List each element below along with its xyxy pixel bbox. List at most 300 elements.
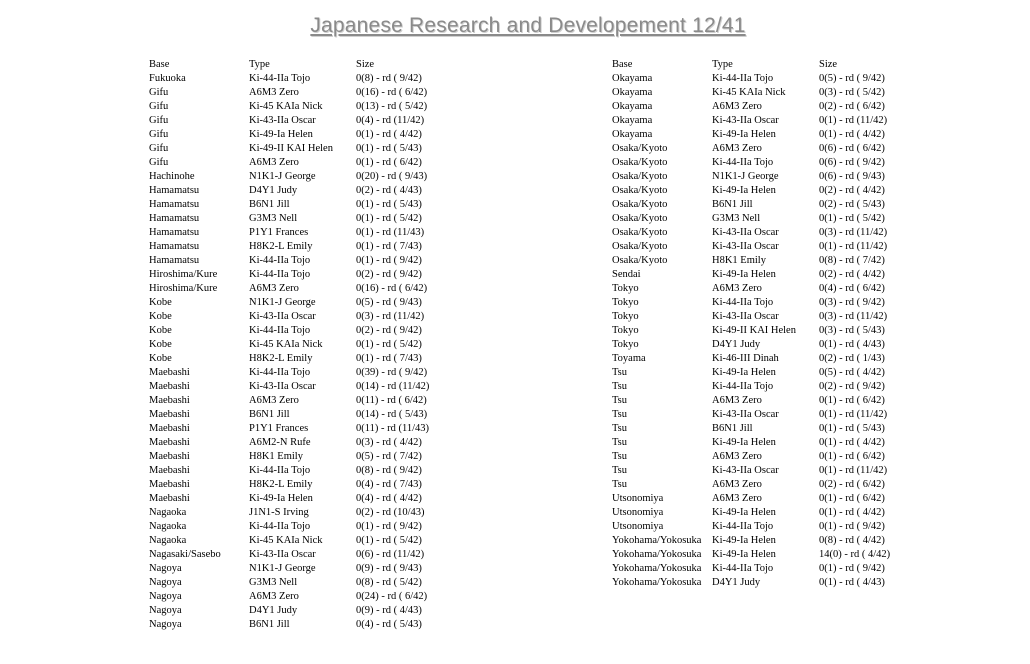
cell-type: Ki-43-IIa Oscar bbox=[712, 115, 779, 126]
cell-type: Ki-49-Ia Helen bbox=[712, 129, 776, 140]
cell-size: 0(1) - rd ( 9/42) bbox=[819, 563, 885, 574]
table-header-row bbox=[612, 58, 890, 72]
cell-size: 0(2) - rd ( 9/42) bbox=[356, 325, 422, 336]
cell-type: N1K1-J George bbox=[249, 171, 316, 182]
cell-base: Osaka/Kyoto bbox=[612, 213, 668, 224]
cell-size: 0(1) - rd ( 4/42) bbox=[356, 129, 422, 140]
cell-type: N1K1-J George bbox=[712, 171, 779, 182]
cell-size: 0(2) - rd (10/43) bbox=[356, 507, 425, 518]
cell-type: B6N1 Jill bbox=[712, 199, 753, 210]
cell-type: H8K1 Emily bbox=[712, 255, 766, 266]
header-type: Type bbox=[249, 59, 270, 70]
table-row bbox=[149, 324, 429, 338]
cell-type: Ki-43-IIa Oscar bbox=[712, 409, 779, 420]
cell-type: N1K1-J George bbox=[249, 297, 316, 308]
cell-base: Maebashi bbox=[149, 479, 190, 490]
table-row bbox=[149, 282, 429, 296]
cell-size: 0(1) - rd (11/42) bbox=[819, 465, 888, 476]
cell-base: Tokyo bbox=[612, 325, 639, 336]
cell-base: Hachinohe bbox=[149, 171, 195, 182]
cell-base: Tsu bbox=[612, 409, 628, 420]
cell-type: H8K2-L Emily bbox=[249, 353, 313, 364]
cell-type: A6M3 Zero bbox=[249, 157, 299, 168]
cell-size: 0(1) - rd ( 6/42) bbox=[356, 157, 422, 168]
cell-type: Ki-43-IIa Oscar bbox=[712, 227, 779, 238]
cell-base: Hamamatsu bbox=[149, 255, 200, 266]
cell-base: Hamamatsu bbox=[149, 241, 200, 252]
cell-type: B6N1 Jill bbox=[249, 409, 290, 420]
header-base: Base bbox=[149, 59, 170, 70]
table-row bbox=[612, 436, 890, 450]
cell-base: Osaka/Kyoto bbox=[612, 199, 668, 210]
cell-base: Osaka/Kyoto bbox=[612, 157, 668, 168]
cell-type: J1N1-S Irving bbox=[249, 507, 309, 518]
cell-type: G3M3 Nell bbox=[249, 577, 298, 588]
cell-type: A6M2-N Rufe bbox=[249, 437, 311, 448]
table-row bbox=[612, 506, 890, 520]
cell-base: Hiroshima/Kure bbox=[149, 283, 218, 294]
cell-base: Kobe bbox=[149, 325, 172, 336]
cell-base: Utsonomiya bbox=[612, 521, 664, 532]
cell-type: A6M3 Zero bbox=[712, 283, 762, 294]
table-row bbox=[149, 72, 429, 86]
cell-base: Hamamatsu bbox=[149, 213, 200, 224]
cell-size: 0(8) - rd ( 9/42) bbox=[356, 465, 422, 476]
cell-size: 0(1) - rd ( 5/43) bbox=[819, 423, 885, 434]
cell-size: 0(5) - rd ( 7/42) bbox=[356, 451, 422, 462]
table-row bbox=[612, 366, 890, 380]
table-row bbox=[149, 170, 429, 184]
cell-size: 0(1) - rd ( 9/42) bbox=[356, 255, 422, 266]
cell-size: 0(1) - rd ( 9/42) bbox=[356, 521, 422, 532]
table-row bbox=[149, 338, 429, 352]
cell-size: 0(4) - rd ( 6/42) bbox=[819, 283, 885, 294]
table-row bbox=[149, 366, 429, 380]
cell-base: Tokyo bbox=[612, 339, 639, 350]
cell-base: Nagaoka bbox=[149, 521, 187, 532]
cell-type: Ki-43-IIa Oscar bbox=[712, 465, 779, 476]
cell-type: Ki-44-IIa Tojo bbox=[712, 297, 774, 308]
cell-type: Ki-44-IIa Tojo bbox=[249, 367, 311, 378]
cell-base: Nagoya bbox=[149, 563, 182, 574]
table-row bbox=[612, 422, 890, 436]
table-row bbox=[612, 114, 890, 128]
cell-size: 0(1) - rd ( 5/43) bbox=[356, 199, 422, 210]
table-row bbox=[612, 478, 890, 492]
table-row bbox=[149, 422, 429, 436]
table-row bbox=[149, 100, 429, 114]
table-row bbox=[149, 576, 429, 590]
table-row bbox=[149, 604, 429, 618]
table-row bbox=[612, 450, 890, 464]
cell-type: B6N1 Jill bbox=[249, 619, 290, 630]
cell-base: Nagoya bbox=[149, 605, 182, 616]
cell-base: Gifu bbox=[149, 87, 169, 98]
cell-base: Tokyo bbox=[612, 283, 639, 294]
cell-base: Maebashi bbox=[149, 367, 190, 378]
cell-type: Ki-49-II KAI Helen bbox=[249, 143, 333, 154]
cell-type: Ki-43-IIa Oscar bbox=[249, 549, 316, 560]
table-row bbox=[149, 478, 429, 492]
cell-size: 0(6) - rd ( 6/42) bbox=[819, 143, 885, 154]
cell-size: 0(2) - rd ( 9/42) bbox=[819, 381, 885, 392]
cell-size: 0(1) - rd (11/42) bbox=[819, 409, 888, 420]
table-row bbox=[149, 240, 429, 254]
cell-base: Tsu bbox=[612, 465, 628, 476]
cell-base: Nagaoka bbox=[149, 535, 187, 546]
cell-size: 0(3) - rd ( 5/43) bbox=[819, 325, 885, 336]
table-row bbox=[612, 338, 890, 352]
cell-type: A6M3 Zero bbox=[712, 479, 762, 490]
cell-type: Ki-49-Ia Helen bbox=[712, 185, 776, 196]
cell-base: Kobe bbox=[149, 353, 172, 364]
cell-type: Ki-44-IIa Tojo bbox=[712, 73, 774, 84]
cell-type: H8K2-L Emily bbox=[249, 479, 313, 490]
header-size: Size bbox=[819, 59, 838, 70]
cell-base: Okayama bbox=[612, 87, 653, 98]
cell-base: Tsu bbox=[612, 451, 628, 462]
cell-type: H8K2-L Emily bbox=[249, 241, 313, 252]
cell-base: Okayama bbox=[612, 115, 653, 126]
table-row bbox=[149, 408, 429, 422]
table-row bbox=[149, 450, 429, 464]
cell-type: Ki-49-Ia Helen bbox=[712, 549, 776, 560]
cell-base: Maebashi bbox=[149, 395, 190, 406]
header-type: Type bbox=[712, 59, 733, 70]
cell-size: 0(2) - rd ( 6/42) bbox=[819, 101, 885, 112]
cell-size: 0(3) - rd (11/42) bbox=[819, 227, 888, 238]
table-row bbox=[612, 324, 890, 338]
cell-size: 0(6) - rd ( 9/43) bbox=[819, 171, 885, 182]
cell-type: Ki-44-IIa Tojo bbox=[712, 381, 774, 392]
table-row bbox=[149, 198, 429, 212]
table-row bbox=[612, 352, 890, 366]
left-table-body bbox=[149, 72, 429, 632]
cell-type: A6M3 Zero bbox=[712, 101, 762, 112]
cell-type: Ki-44-IIa Tojo bbox=[249, 255, 311, 266]
cell-base: Gifu bbox=[149, 101, 169, 112]
cell-size: 0(8) - rd ( 4/42) bbox=[819, 535, 885, 546]
cell-size: 0(9) - rd ( 9/43) bbox=[356, 563, 422, 574]
table-row bbox=[612, 268, 890, 282]
table-row bbox=[149, 464, 429, 478]
cell-type: Ki-44-IIa Tojo bbox=[712, 157, 774, 168]
table-row bbox=[149, 380, 429, 394]
cell-type: Ki-44-IIa Tojo bbox=[249, 465, 311, 476]
cell-size: 0(6) - rd (11/42) bbox=[356, 549, 425, 560]
cell-type: D4Y1 Judy bbox=[712, 339, 761, 350]
cell-size: 0(2) - rd ( 4/43) bbox=[356, 185, 422, 196]
cell-base: Hamamatsu bbox=[149, 185, 200, 196]
table-row bbox=[612, 156, 890, 170]
cell-type: Ki-43-IIa Oscar bbox=[712, 241, 779, 252]
cell-type: Ki-49-Ia Helen bbox=[712, 367, 776, 378]
left-table bbox=[149, 58, 429, 632]
table-row bbox=[612, 576, 890, 590]
table-row bbox=[149, 310, 429, 324]
cell-base: Tsu bbox=[612, 367, 628, 378]
cell-type: Ki-43-IIa Oscar bbox=[249, 115, 316, 126]
cell-size: 0(8) - rd ( 7/42) bbox=[819, 255, 885, 266]
table-row bbox=[149, 184, 429, 198]
cell-size: 0(16) - rd ( 6/42) bbox=[356, 87, 428, 98]
cell-type: Ki-44-IIa Tojo bbox=[712, 563, 774, 574]
table-row bbox=[612, 142, 890, 156]
table-row bbox=[612, 548, 890, 562]
cell-size: 0(13) - rd ( 5/42) bbox=[356, 101, 428, 112]
cell-base: Maebashi bbox=[149, 423, 190, 434]
cell-base: Nagasaki/Sasebo bbox=[149, 549, 221, 560]
cell-type: Ki-43-IIa Oscar bbox=[712, 311, 779, 322]
table-row bbox=[612, 86, 890, 100]
cell-size: 0(14) - rd ( 5/43) bbox=[356, 409, 428, 420]
cell-size: 0(39) - rd ( 9/42) bbox=[356, 367, 428, 378]
cell-type: A6M3 Zero bbox=[249, 395, 299, 406]
cell-base: Gifu bbox=[149, 115, 169, 126]
table-row bbox=[612, 520, 890, 534]
cell-size: 0(1) - rd ( 7/43) bbox=[356, 241, 422, 252]
cell-type: Ki-44-IIa Tojo bbox=[712, 521, 774, 532]
cell-type: Ki-45 KAIa Nick bbox=[712, 87, 786, 98]
cell-base: Maebashi bbox=[149, 381, 190, 392]
cell-size: 0(2) - rd ( 6/42) bbox=[819, 479, 885, 490]
cell-size: 0(2) - rd ( 4/42) bbox=[819, 185, 885, 196]
cell-base: Osaka/Kyoto bbox=[612, 227, 668, 238]
table-row bbox=[149, 492, 429, 506]
table-row bbox=[612, 170, 890, 184]
cell-size: 0(1) - rd ( 6/42) bbox=[819, 493, 885, 504]
cell-base: Sendai bbox=[612, 269, 641, 280]
cell-base: Hamamatsu bbox=[149, 199, 200, 210]
cell-size: 0(1) - rd ( 7/43) bbox=[356, 353, 422, 364]
cell-size: 0(3) - rd ( 4/42) bbox=[356, 437, 422, 448]
cell-type: A6M3 Zero bbox=[712, 451, 762, 462]
cell-base: Okayama bbox=[612, 101, 653, 112]
cell-size: 0(20) - rd ( 9/43) bbox=[356, 171, 428, 182]
cell-type: A6M3 Zero bbox=[712, 143, 762, 154]
table-row bbox=[149, 296, 429, 310]
cell-size: 0(24) - rd ( 6/42) bbox=[356, 591, 428, 602]
cell-size: 0(2) - rd ( 1/43) bbox=[819, 353, 885, 364]
cell-base: Yokohama/Yokosuka bbox=[612, 535, 702, 546]
cell-base: Kobe bbox=[149, 311, 172, 322]
table-row bbox=[612, 464, 890, 478]
table-row bbox=[149, 86, 429, 100]
cell-size: 0(1) - rd ( 4/42) bbox=[819, 129, 885, 140]
cell-size: 0(1) - rd ( 4/43) bbox=[819, 339, 885, 350]
cell-size: 0(1) - rd ( 5/42) bbox=[356, 213, 422, 224]
cell-base: Tokyo bbox=[612, 297, 639, 308]
cell-base: Tsu bbox=[612, 381, 628, 392]
table-row bbox=[149, 506, 429, 520]
cell-base: Toyama bbox=[612, 353, 646, 364]
right-table-body bbox=[612, 72, 890, 590]
table-row bbox=[149, 352, 429, 366]
cell-size: 0(5) - rd ( 4/42) bbox=[819, 367, 885, 378]
cell-size: 0(1) - rd (11/43) bbox=[356, 227, 425, 238]
cell-base: Nagoya bbox=[149, 619, 182, 630]
table-row bbox=[149, 212, 429, 226]
cell-size: 0(1) - rd ( 5/42) bbox=[819, 213, 885, 224]
cell-base: Gifu bbox=[149, 129, 169, 140]
cell-size: 0(2) - rd ( 5/43) bbox=[819, 199, 885, 210]
cell-base: Osaka/Kyoto bbox=[612, 143, 668, 154]
cell-size: 0(8) - rd ( 9/42) bbox=[356, 73, 422, 84]
right-table bbox=[612, 58, 890, 590]
header-base: Base bbox=[612, 59, 633, 70]
cell-base: Osaka/Kyoto bbox=[612, 171, 668, 182]
cell-base: Osaka/Kyoto bbox=[612, 255, 668, 266]
cell-size: 0(9) - rd ( 4/43) bbox=[356, 605, 422, 616]
cell-type: Ki-49-Ia Helen bbox=[712, 535, 776, 546]
cell-type: Ki-49-Ia Helen bbox=[249, 129, 313, 140]
cell-size: 0(2) - rd ( 9/42) bbox=[356, 269, 422, 280]
cell-size: 0(2) - rd ( 4/42) bbox=[819, 269, 885, 280]
cell-base: Nagaoka bbox=[149, 507, 187, 518]
table-row bbox=[612, 128, 890, 142]
table-row bbox=[149, 156, 429, 170]
table-row bbox=[149, 114, 429, 128]
cell-size: 0(4) - rd ( 4/42) bbox=[356, 493, 422, 504]
cell-base: Maebashi bbox=[149, 409, 190, 420]
cell-size: 0(1) - rd ( 6/42) bbox=[819, 451, 885, 462]
cell-type: G3M3 Nell bbox=[712, 213, 761, 224]
cell-size: 0(4) - rd ( 5/43) bbox=[356, 619, 422, 630]
cell-type: A6M3 Zero bbox=[249, 283, 299, 294]
table-row bbox=[612, 72, 890, 86]
cell-type: Ki-49-Ia Helen bbox=[712, 507, 776, 518]
cell-size: 0(16) - rd ( 6/42) bbox=[356, 283, 428, 294]
header-size: Size bbox=[356, 59, 375, 70]
cell-size: 0(1) - rd (11/42) bbox=[819, 241, 888, 252]
table-row bbox=[149, 254, 429, 268]
cell-size: 0(5) - rd ( 9/42) bbox=[819, 73, 885, 84]
cell-base: Tokyo bbox=[612, 311, 639, 322]
table-row bbox=[149, 534, 429, 548]
cell-base: Maebashi bbox=[149, 451, 190, 462]
cell-type: N1K1-J George bbox=[249, 563, 316, 574]
cell-size: 0(6) - rd ( 9/42) bbox=[819, 157, 885, 168]
cell-base: Fukuoka bbox=[149, 73, 186, 84]
cell-type: Ki-49-Ia Helen bbox=[712, 437, 776, 448]
cell-size: 0(1) - rd ( 5/43) bbox=[356, 143, 422, 154]
cell-size: 0(11) - rd ( 6/42) bbox=[356, 395, 427, 406]
cell-base: Utsonomiya bbox=[612, 507, 664, 518]
table-row bbox=[149, 548, 429, 562]
cell-base: Tsu bbox=[612, 479, 628, 490]
cell-type: Ki-45 KAIa Nick bbox=[249, 535, 323, 546]
cell-type: Ki-44-IIa Tojo bbox=[249, 73, 311, 84]
cell-type: Ki-43-IIa Oscar bbox=[249, 311, 316, 322]
cell-base: Tsu bbox=[612, 395, 628, 406]
table-row bbox=[149, 436, 429, 450]
table-row bbox=[612, 254, 890, 268]
cell-base: Yokohama/Yokosuka bbox=[612, 563, 702, 574]
cell-type: Ki-49-II KAI Helen bbox=[712, 325, 796, 336]
cell-type: Ki-44-IIa Tojo bbox=[249, 521, 311, 532]
cell-type: D4Y1 Judy bbox=[249, 185, 298, 196]
cell-base: Nagoya bbox=[149, 591, 182, 602]
table-row bbox=[149, 394, 429, 408]
table-row bbox=[612, 184, 890, 198]
table-row bbox=[612, 492, 890, 506]
cell-type: Ki-43-IIa Oscar bbox=[249, 381, 316, 392]
cell-size: 0(3) - rd ( 9/42) bbox=[819, 297, 885, 308]
table-row bbox=[612, 534, 890, 548]
table-row bbox=[149, 618, 429, 632]
cell-size: 0(1) - rd ( 6/42) bbox=[819, 395, 885, 406]
cell-size: 0(5) - rd ( 9/43) bbox=[356, 297, 422, 308]
cell-base: Yokohama/Yokosuka bbox=[612, 577, 702, 588]
cell-size: 0(1) - rd (11/42) bbox=[819, 115, 888, 126]
cell-size: 0(1) - rd ( 4/42) bbox=[819, 507, 885, 518]
cell-base: Kobe bbox=[149, 339, 172, 350]
table-row bbox=[612, 296, 890, 310]
cell-size: 0(11) - rd (11/43) bbox=[356, 423, 429, 434]
cell-size: 0(4) - rd ( 7/43) bbox=[356, 479, 422, 490]
cell-base: Utsonomiya bbox=[612, 493, 664, 504]
table-row bbox=[612, 240, 890, 254]
cell-type: Ki-49-Ia Helen bbox=[712, 269, 776, 280]
cell-size: 0(4) - rd (11/42) bbox=[356, 115, 425, 126]
table-row bbox=[612, 212, 890, 226]
cell-type: B6N1 Jill bbox=[249, 199, 290, 210]
cell-base: Okayama bbox=[612, 73, 653, 84]
cell-size: 0(8) - rd ( 5/42) bbox=[356, 577, 422, 588]
table-row bbox=[612, 226, 890, 240]
cell-base: Gifu bbox=[149, 157, 169, 168]
table-row bbox=[149, 590, 429, 604]
cell-base: Osaka/Kyoto bbox=[612, 241, 668, 252]
cell-type: P1Y1 Frances bbox=[249, 423, 309, 434]
cell-size: 0(14) - rd (11/42) bbox=[356, 381, 430, 392]
cell-base: Osaka/Kyoto bbox=[612, 185, 668, 196]
cell-size: 0(3) - rd (11/42) bbox=[819, 311, 888, 322]
cell-size: 0(3) - rd ( 5/42) bbox=[819, 87, 885, 98]
cell-type: Ki-44-IIa Tojo bbox=[249, 269, 311, 280]
cell-base: Hamamatsu bbox=[149, 227, 200, 238]
table-row bbox=[149, 142, 429, 156]
cell-type: A6M3 Zero bbox=[712, 493, 762, 504]
cell-type: A6M3 Zero bbox=[249, 87, 299, 98]
table-row bbox=[612, 282, 890, 296]
cell-base: Okayama bbox=[612, 129, 653, 140]
cell-base: Maebashi bbox=[149, 465, 190, 476]
cell-size: 0(1) - rd ( 5/42) bbox=[356, 535, 422, 546]
cell-type: G3M3 Nell bbox=[249, 213, 298, 224]
table-header-row bbox=[149, 58, 429, 72]
cell-size: 0(3) - rd (11/42) bbox=[356, 311, 425, 322]
table-row bbox=[149, 226, 429, 240]
cell-size: 0(1) - rd ( 4/42) bbox=[819, 437, 885, 448]
cell-base: Gifu bbox=[149, 143, 169, 154]
table-row bbox=[149, 268, 429, 282]
cell-type: B6N1 Jill bbox=[712, 423, 753, 434]
table-row bbox=[149, 520, 429, 534]
table-row bbox=[612, 408, 890, 422]
cell-base: Tsu bbox=[612, 423, 628, 434]
cell-type: Ki-45 KAIa Nick bbox=[249, 339, 323, 350]
cell-type: P1Y1 Frances bbox=[249, 227, 309, 238]
cell-base: Maebashi bbox=[149, 493, 190, 504]
table-row bbox=[149, 128, 429, 142]
cell-type: Ki-45 KAIa Nick bbox=[249, 101, 323, 112]
page-title: Japanese Research and Developement 12/41 bbox=[310, 14, 746, 37]
cell-type: H8K1 Emily bbox=[249, 451, 303, 462]
cell-type: Ki-46-III Dinah bbox=[712, 353, 779, 364]
table-row bbox=[612, 310, 890, 324]
cell-type: D4Y1 Judy bbox=[712, 577, 761, 588]
